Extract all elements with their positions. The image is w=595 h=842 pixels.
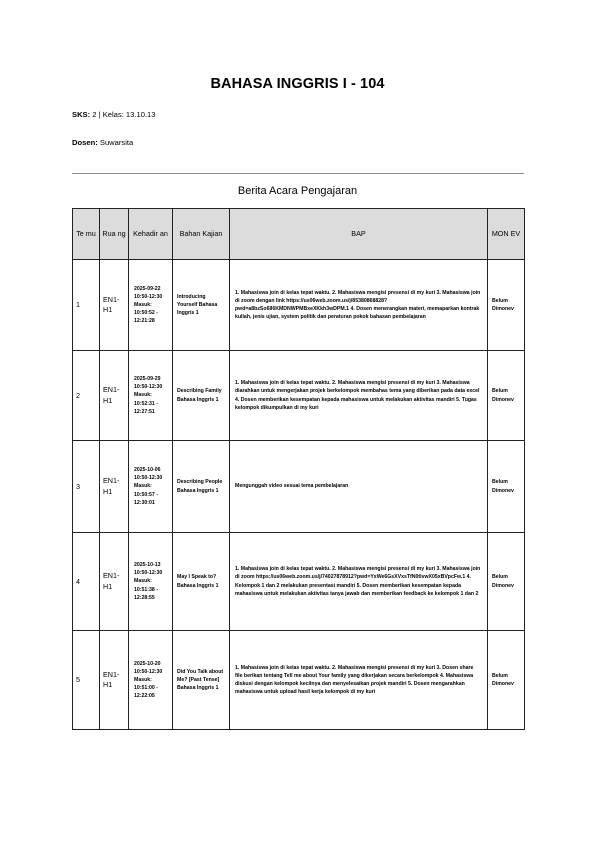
- section-title: Berita Acara Pengajaran: [237, 185, 358, 197]
- course-info: [72, 110, 155, 119]
- meeting-number: 2: [73, 351, 100, 441]
- meeting-number: 4: [73, 533, 100, 631]
- document-title: BAHASA INGGRIS I - 104: [210, 76, 385, 92]
- bap-cell: 1. Mahasiswa join di kelas tepat waktu. 2. Mahasiswa mengisi presensi di my kuri 3. Mahasiswa join di zoom dengan link https://us06web.zoom.us/j/85380868828?pwd=a8bzSo6Il6KMDNWPMBxeXKkh3wDPM.1 4. Dosen menerangkan materi, memaparkan kontrak kuliah, jenis ujian, system politik dan peraturan pokok bahasan pembelajaran: [230, 260, 488, 351]
- table-row: [73, 260, 525, 351]
- attendance-cell: 2025-09-29 10:50-12:30 Masuk: 10:52:31 - 12:27:51: [129, 351, 173, 441]
- table-row: [73, 441, 525, 533]
- material-cell: Introducing Yourself Bahasa Inggris 1: [173, 260, 230, 351]
- meeting-number: 3: [73, 441, 100, 533]
- lecturer-info: [72, 138, 133, 147]
- meeting-number: 1: [73, 260, 100, 351]
- room-cell: EN1-H1: [100, 351, 129, 441]
- monev-cell: Belum Dimonev: [488, 631, 525, 730]
- attendance-cell: 2025-09-22 10:50-12:30 Masuk: 10:50:52 - 12:21:28: [129, 260, 173, 351]
- table-header-row: [73, 209, 525, 260]
- bap-cell: 1. Mahasiswa join di kelas tepat waktu. 2. Mahasiswa mengisi presensi di my kuri 3. Mahasiswa diarahkan untuk mengerjakan projek berkelompok membahas tema yang diberikan pada data excel 4. Dosen memberikan kesempatan kepada mahasiswa untuk melakukan aktivitas mandiri 5. Tugas kelompok dikumpulkan di my kuri: [230, 351, 488, 441]
- material-cell: Describing People Bahasa Inggris 1: [173, 441, 230, 533]
- meeting-number: 5: [73, 631, 100, 730]
- header-room: Rua ng: [100, 209, 129, 260]
- bap-cell: 1. Mahasiswa join di kelas tepat waktu. 2. Mahasiswa mengisi presensi di my kuri 3. Dosen share file berikan tentang Tell me about Your family yang dikerjakan secara berkelompok 4. Mahasiswa diskusi dengan kelompok kecilnya dan menyelesaikan projek mandiri 5. Dosen mengarahkan mahasiswa untuk upload hasil kerja kelompok di my kuri: [230, 631, 488, 730]
- table-row: [73, 533, 525, 631]
- room-cell: EN1-H1: [100, 441, 129, 533]
- monev-cell: Belum Dimonev: [488, 351, 525, 441]
- header-meeting: Te mu: [73, 209, 100, 260]
- material-cell: Did You Talk about Me? [Past Tense] Bahasa Inggris 1: [173, 631, 230, 730]
- header-attendance: Kehadir an: [129, 209, 173, 260]
- header-monev: MON EV: [488, 209, 525, 260]
- material-cell: May I Speak to? Bahasa Inggris 1: [173, 533, 230, 631]
- sks-class-value: 2 | Kelas: 13.10.13: [92, 110, 156, 119]
- monev-cell: Belum Dimonev: [488, 441, 525, 533]
- attendance-cell: 2025-10-06 10:50-12:30 Masuk: 10:50:57 - 12:30:01: [129, 441, 173, 533]
- table-row: [73, 351, 525, 441]
- room-cell: EN1-H1: [100, 533, 129, 631]
- bap-cell: 1. Mahasiswa join di kelas tepat waktu. 2. Mahasiswa mengisi presensi di my kuri 3. Mahasiswa join di zoom https://us06web.zoom.us/j/74027878912?pwd=YxWe6GsXVxsTfN0tlvwX05xBVpcFw.1 4. Kelompok 1 dan 2 melakukan presentasi mandiri 5. Dosen memberikan kesempatan kepada mahasiswa untuk melakukan aktivitas tanya jawab dan memberikan feedback ke kelompok 1 dan 2: [230, 533, 488, 631]
- room-cell: EN1-H1: [100, 260, 129, 351]
- table-row: [73, 631, 525, 730]
- attendance-cell: 2025-10-13 10:50-12:30 Masuk: 10:51:38 - 12:28:55: [129, 533, 173, 631]
- monev-cell: Belum Dimonev: [488, 533, 525, 631]
- dosen-label: Dosen:: [72, 138, 98, 147]
- room-cell: EN1-H1: [100, 631, 129, 730]
- sks-label: SKS:: [72, 110, 91, 119]
- material-cell: Describing Family Bahasa Inggris 1: [173, 351, 230, 441]
- header-material: Bahan Kajian: [173, 209, 230, 260]
- bap-cell: Mengunggah video sesuai tema pembelajaran: [230, 441, 488, 533]
- divider: [72, 173, 524, 174]
- monev-cell: Belum Dimonev: [488, 260, 525, 351]
- dosen-value: Suwarsita: [99, 138, 134, 147]
- attendance-cell: 2025-10-20 10:50-12:30 Masuk: 10:51:00 - 12:22:05: [129, 631, 173, 730]
- teaching-log-table: [72, 208, 525, 730]
- header-bap: BAP: [230, 209, 488, 260]
